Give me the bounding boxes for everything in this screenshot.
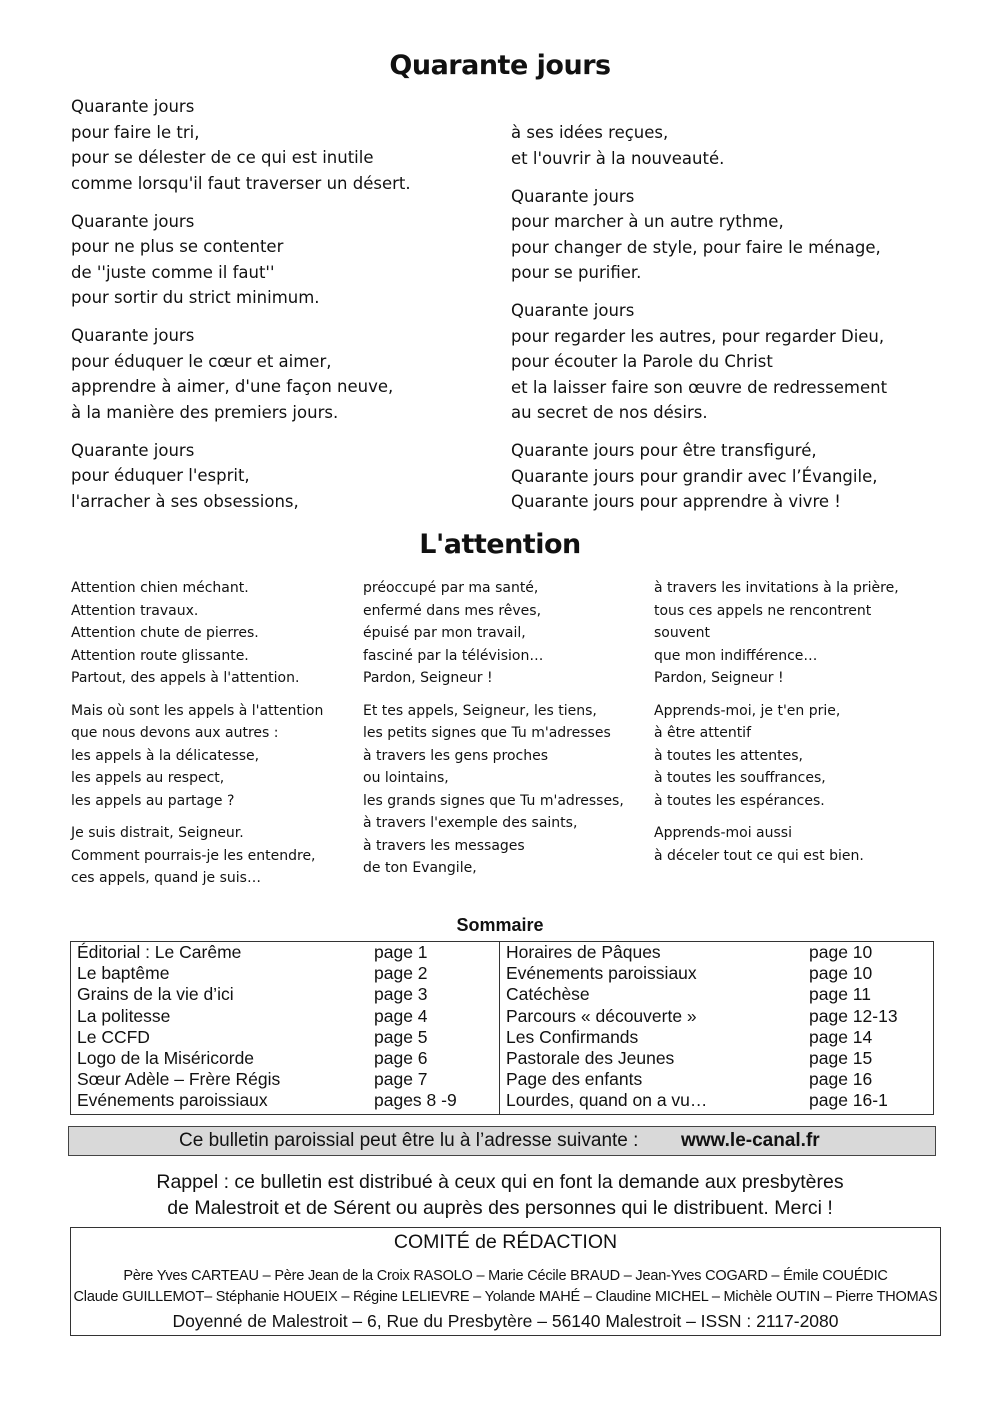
toc-entry — [71, 1048, 499, 1069]
attention-title: L'attention — [419, 529, 581, 560]
poem-line: Quarante jours — [71, 326, 195, 345]
toc-entry — [500, 963, 933, 984]
toc-entry-page: page 10 — [809, 963, 873, 984]
comite-members — [71, 1266, 940, 1308]
poem-line: l'arracher à ses obsessions, — [71, 491, 299, 511]
toc-entry-page: page 1 — [374, 942, 428, 962]
attention-line: Comment pourrais-je les entendre, — [71, 847, 316, 864]
poem-line: pour regarder les autres, pour regarder Dieu, — [511, 326, 885, 346]
attention-stanza — [363, 577, 624, 690]
poem-line: pour écouter la Parole du Christ — [511, 352, 773, 371]
attention-stanza — [654, 822, 899, 867]
comite-box — [70, 1227, 941, 1336]
toc-entry-title: Horaires de Pâques — [506, 942, 661, 962]
attention-line: de ton Evangile, — [363, 860, 477, 876]
toc-entry-title: Evénements paroissiaux — [77, 1090, 268, 1111]
attention-line: Attention chien méchant. — [71, 580, 249, 596]
attention-line: Et tes appels, Seigneur, les tiens, — [363, 702, 597, 719]
toc-entry-title: Parcours « découverte » — [506, 1005, 697, 1026]
toc-entry — [71, 1027, 499, 1048]
attention-line: les appels au partage ? — [71, 792, 235, 809]
toc-entry — [500, 1090, 933, 1111]
attention-line: à toutes les souffrances, — [654, 770, 826, 786]
toc-entry — [500, 1048, 933, 1069]
poem-stanza — [511, 184, 887, 286]
poem-stanza — [71, 94, 411, 196]
table-of-contents — [70, 941, 934, 1115]
attention-line: enfermé dans mes rêves, — [363, 602, 542, 619]
attention-line: Je suis distrait, Seigneur. — [71, 825, 244, 841]
comite-address: Doyenné de Malestroit – 6, Rue du Presbytère – 56140 Malestroit – ISSN : 2117-2080 — [172, 1311, 839, 1331]
website-banner — [68, 1126, 936, 1156]
toc-entry — [500, 1069, 933, 1090]
attention-line: Pardon, Seigneur ! — [654, 670, 784, 686]
attention-line: ou lointains, — [363, 770, 449, 786]
poem-line: pour changer de style, pour faire le ménage, — [511, 237, 881, 257]
poem-line: pour se délester de ce qui est inutile — [71, 148, 374, 167]
toc-entry-title: Lourdes, quand on a vu… — [506, 1090, 708, 1111]
toc-entry-page: page 7 — [374, 1069, 428, 1090]
attention-line: Pardon, Seigneur ! — [363, 670, 493, 686]
attention-stanza — [71, 822, 323, 890]
poem-right-column — [511, 120, 887, 527]
toc-entry-title: Pastorale des Jeunes — [506, 1047, 675, 1068]
toc-entry — [71, 1090, 499, 1111]
website-label: Ce bulletin paroissial peut être lu à l’adresse suivante : — [179, 1130, 639, 1151]
rappel-line-1: Rappel : ce bulletin est distribué à ceux qui en font la demande aux presbytères — [156, 1171, 844, 1193]
toc-entry — [500, 1006, 933, 1027]
toc-entry-page: page 6 — [374, 1047, 428, 1068]
toc-entry-title: Éditorial : Le Carême — [77, 942, 242, 962]
toc-entry — [71, 963, 499, 984]
toc-entry-page: page 5 — [374, 1026, 428, 1047]
toc-entry-page: page 2 — [374, 963, 428, 984]
poem-left-column — [71, 94, 411, 527]
attention-line: tous ces appels ne rencontrent — [654, 602, 872, 619]
toc-entry-title: Sœur Adèle – Frère Régis — [77, 1069, 281, 1090]
toc-left-column — [71, 942, 500, 1114]
attention-line: ces appels, quand je suis… — [71, 870, 261, 886]
attention-line: les appels au respect, — [71, 770, 225, 786]
attention-line: à travers les messages — [363, 837, 525, 854]
toc-entry-page: page 15 — [809, 1047, 873, 1068]
poem-line: pour éduquer le cœur et aimer, — [71, 351, 332, 371]
sommaire-title: Sommaire — [456, 915, 544, 935]
poem-line: et la laisser faire son œuvre de redressement — [511, 377, 888, 397]
rappel-notice — [0, 1169, 1000, 1221]
poem-line: Quarante jours pour être transfiguré, — [511, 441, 817, 460]
attention-line: fasciné par la télévision… — [363, 647, 544, 664]
attention-line: à travers les invitations à la prière, — [654, 580, 899, 596]
poem-line: Quarante jours — [71, 440, 195, 460]
poem-line: pour marcher à un autre rythme, — [511, 212, 784, 231]
toc-entry-title: Les Confirmands — [506, 1026, 639, 1047]
attention-stanza — [71, 577, 323, 690]
toc-entry-title: Page des enfants — [506, 1069, 643, 1090]
toc-entry — [500, 984, 933, 1005]
attention-line: souvent — [654, 625, 710, 641]
attention-line: à toutes les espérances. — [654, 792, 825, 809]
attention-line: les appels à la délicatesse, — [71, 747, 260, 764]
toc-entry-title: Catéchèse — [506, 984, 590, 1005]
poem-line: Quarante jours — [71, 211, 195, 231]
poem-line: apprendre à aimer, d'une façon neuve, — [71, 377, 394, 396]
comite-members-line-2: Claude GUILLEMOT– Stéphanie HOUEIX – Régine LELIEVRE – Yolande MAHÉ – Claudine MICHEL – Michèle OUTIN – Pierre THOMAS — [73, 1289, 938, 1305]
attention-stanza — [654, 700, 899, 813]
poem-title: Quarante jours — [389, 50, 611, 81]
attention-line: à toutes les attentes, — [654, 747, 803, 764]
attention-line: Mais où sont les appels à l'attention — [71, 702, 324, 719]
poem-line: Quarante jours — [71, 97, 195, 116]
attention-line: à travers les gens proches — [363, 747, 548, 764]
toc-entry-title: Logo de la Miséricorde — [77, 1047, 255, 1068]
toc-entry — [71, 1069, 499, 1090]
toc-entry-page: pages 8 -9 — [374, 1090, 457, 1111]
poem-line: Quarante jours — [511, 186, 635, 206]
poem-line: de ''juste comme il faut'' — [71, 262, 275, 282]
attention-line: épuisé par mon travail, — [363, 625, 526, 641]
toc-right-column — [500, 942, 933, 1114]
toc-entry-title: Le baptême — [77, 963, 170, 984]
toc-entry-title: Le CCFD — [77, 1026, 150, 1047]
toc-entry-page: page 16-1 — [809, 1090, 888, 1111]
poem-line: pour faire le tri, — [71, 122, 200, 142]
attention-column-1 — [71, 577, 323, 900]
poem-line: à ses idées reçues, — [511, 123, 669, 142]
attention-line: à travers l'exemple des saints, — [363, 815, 578, 831]
rappel-line-2: de Malestroit et de Sérent ou auprès des personnes qui le distribuent. Merci ! — [167, 1197, 833, 1219]
attention-column-2 — [363, 577, 624, 890]
poem-line: et l'ouvrir à la nouveauté. — [511, 148, 725, 168]
attention-line: préoccupé par ma santé, — [363, 580, 539, 596]
attention-line: Attention chute de pierres. — [71, 625, 259, 641]
poem-line: Quarante jours pour grandir avec l’Évangile, — [511, 466, 878, 486]
poem-line: Quarante jours — [511, 301, 635, 320]
attention-stanza — [71, 700, 323, 813]
comite-members-line-1: Père Yves CARTEAU – Père Jean de la Croix RASOLO – Marie Cécile BRAUD – Jean-Yves COGARD – Émile COUÉDIC — [123, 1268, 888, 1284]
toc-entry — [500, 1027, 933, 1048]
poem-line: à la manière des premiers jours. — [71, 402, 339, 422]
toc-entry-page: page 3 — [374, 984, 428, 1005]
attention-line: Attention travaux. — [71, 602, 199, 619]
attention-line: que mon indifférence… — [654, 647, 818, 664]
poem-stanza — [511, 298, 887, 426]
poem-stanza — [71, 438, 411, 515]
attention-line: Partout, des appels à l'attention. — [71, 670, 300, 686]
toc-entry-page: page 12-13 — [809, 1005, 898, 1026]
attention-line: les grands signes que Tu m'adresses, — [363, 792, 624, 809]
toc-entry — [500, 942, 933, 963]
poem-line: pour se purifier. — [511, 263, 642, 282]
attention-line: à être attentif — [654, 725, 751, 741]
attention-column-3 — [654, 577, 899, 877]
comite-title: COMITÉ de RÉDACTION — [393, 1231, 618, 1253]
poem-stanza — [71, 323, 411, 425]
poem-line: au secret de nos désirs. — [511, 403, 708, 422]
toc-entry — [71, 1006, 499, 1027]
toc-entry-title: Evénements paroissiaux — [506, 963, 697, 984]
poem-line: comme lorsqu'il faut traverser un désert. — [71, 173, 411, 193]
attention-line: les petits signes que Tu m'adresses — [363, 725, 611, 741]
toc-entry-page: page 16 — [809, 1069, 873, 1090]
attention-line: Attention route glissante. — [71, 647, 249, 664]
poem-stanza — [71, 209, 411, 311]
toc-entry-page: page 10 — [809, 942, 873, 962]
toc-entry — [71, 984, 499, 1005]
poem-line: pour éduquer l'esprit, — [71, 466, 250, 485]
toc-entry-title: Grains de la vie d’ici — [77, 984, 234, 1005]
toc-entry — [71, 942, 499, 963]
poem-line: pour ne plus se contenter — [71, 237, 284, 256]
attention-line: Apprends-moi aussi — [654, 825, 792, 841]
poem-line: pour sortir du strict minimum. — [71, 288, 320, 307]
attention-line: à déceler tout ce qui est bien. — [654, 847, 864, 864]
attention-line: Apprends-moi, je t'en prie, — [654, 702, 841, 719]
attention-stanza — [363, 700, 624, 880]
toc-entry-page: page 11 — [809, 984, 871, 1005]
poem-stanza — [511, 438, 887, 515]
poem-stanza — [511, 120, 887, 171]
website-link[interactable]: www.le-canal.fr — [681, 1130, 820, 1151]
poem-line: Quarante jours pour apprendre à vivre ! — [511, 492, 841, 511]
toc-entry-page: page 4 — [374, 1005, 428, 1026]
attention-stanza — [654, 577, 899, 690]
toc-entry-page: page 14 — [809, 1026, 873, 1047]
toc-entry-title: La politesse — [77, 1005, 171, 1026]
attention-line: que nous devons aux autres : — [71, 725, 279, 741]
